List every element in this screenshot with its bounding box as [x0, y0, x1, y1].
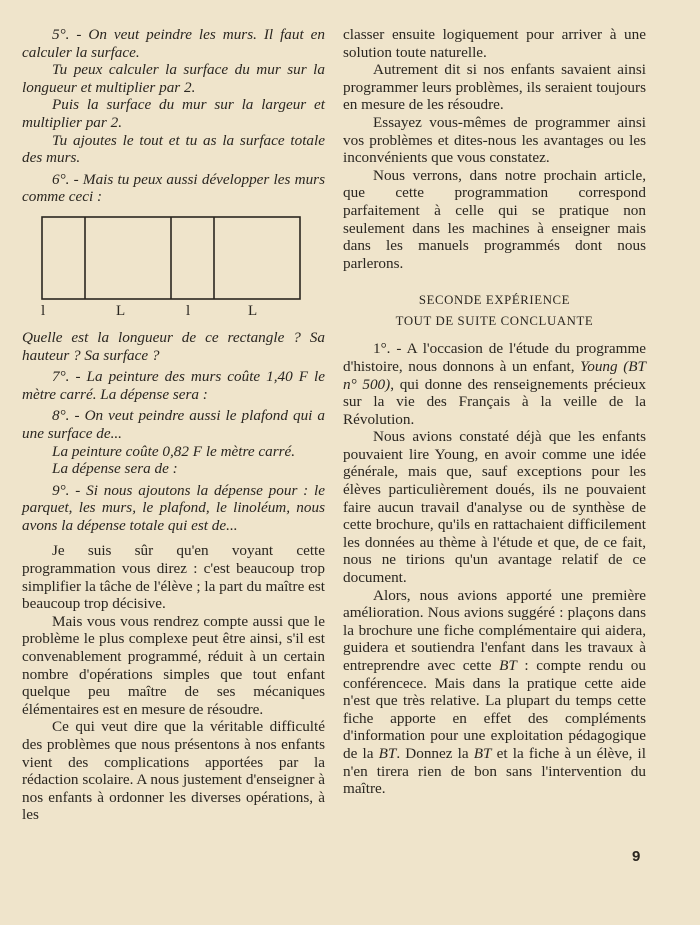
young-reference: Young (BT n° 500) — [343, 357, 646, 393]
label-length-2: L — [248, 302, 258, 319]
section-heading: SECONDE EXPÉRIENCE — [418, 293, 571, 308]
step-8-price: La peinture coûte 0,82 F le mètre carré. — [52, 442, 296, 460]
paragraph-programmation: Je suis sûr qu'en voyant cette programmation vous direz : c'est beaucoup trop simplifier la tâche de l'élève ; la part du maître est beaucoup trop décisive. — [22, 542, 325, 613]
improvement-part-4: et la fiche à un élève, il n'en tirera rien de bon sans l'intervention du maître. — [343, 744, 646, 798]
bt-reference-2: BT — [378, 744, 397, 762]
step-7-text: 7°. - La peinture des murs coûte 1,40 F le mètre carré. La dépense sera : — [22, 368, 325, 403]
diagram-labels — [41, 303, 301, 321]
paragraph-next-article: Nous verrons, dans notre prochain article, que cette programmation correspond parfaitement à celle qui se pratique non seulement dans les machines à enseigner mais dans les manuels programmés dont nous parlerons. — [343, 166, 646, 272]
label-width-1: l — [41, 302, 46, 319]
paragraph-difficulty: Ce qui veut dire que la véritable difficulté des problèmes que nous présentons à nos enfants vient des complications apportées par la rédaction scolaire. A nous justement d'enseigner à nos enfants à ordonner les diverses opérations, à les — [22, 718, 325, 824]
label-width-2: l — [186, 302, 191, 319]
young-intro: 1°. - A l'occasion de l'étude du programme d'histoire, nous donnons à un enfant, — [343, 340, 646, 375]
paragraph-try-yourselves: Essayez vous-mêmes de programmer ainsi vos problèmes et dites-nous les avantages ou les inconvénients que vous constatez. — [343, 113, 646, 167]
paragraph-young — [343, 340, 646, 428]
paragraph-otherwise: Autrement dit si nos enfants savaient ainsi programmer leurs problèmes, ils seraient toujours en mesure de les résoudre. — [343, 61, 646, 114]
paragraph-observation: Nous avions constaté déjà que les enfants pouvaient lire Young, en avoir comme une idée générale, mais que, sauf exceptions pour les élèves particulièrement doués, ils ne pouvaient faire aucun travail d'analyse ou de synthèse de cette brochure, qu'ils en rattachaient difficilement les données au thème à l'étude et que, de ce fait, nous ne tirions qu'un avantage relatif de ce document. — [343, 428, 646, 587]
step-5-text: 5°. - On veut peindre les murs. Il faut en calculer la surface. — [22, 26, 325, 61]
section-subheading: TOUT DE SUITE CONCLUANTE — [395, 314, 594, 329]
step-5-hint-width: Puis la surface du mur sur la largeur et multiplier par 2. — [22, 96, 325, 131]
improvement-part-2: : compte rendu ou conférencece. Mais dans la pratique cette aide n'est que très relative. La plupart du temps cette fiche apporte en effet des compléments d'information pour une exploitation pédagogique de la — [343, 657, 646, 762]
paragraph-improvement — [343, 587, 646, 798]
step-6-text: 6°. - Mais tu peux aussi développer les murs comme ceci : — [22, 170, 325, 206]
step-8-text: 8°. - On veut peindre aussi le plafond qui a une surface de... — [22, 407, 325, 442]
label-length-1: L — [116, 302, 126, 319]
paragraph-continuation: classer ensuite logiquement pour arriver à une solution toute naturelle. — [343, 26, 646, 61]
step-9-text: 9°. - Si nous ajoutons la dépense pour : le parquet, les murs, le plafond, le linoléum, nous avons la dépense totale qui est de... — [22, 481, 325, 534]
step-8-expense: La dépense sera de : — [52, 460, 178, 478]
step-5-hint-total: Tu ajoutes le tout et tu as la surface totale des murs. — [22, 131, 325, 167]
paragraph-complex-problem: Mais vous vous rendrez compte aussi que le problème le plus complexe peut être ainsi, s'il est convenablement programmé, réduit à un certain nombre d'opérations simples que tout enfant quelque peu maître de ses mécaniques élémentaires est en mesure de résoudre. — [22, 612, 325, 718]
left-column — [22, 26, 325, 824]
bt-reference-3: BT — [473, 744, 492, 762]
improvement-part-1: Alors, nous avions apporté une première amélioration. Nous avions suggéré : plaçons dans la brochure une fiche complémentaire qui aidera, guidera et soutiendra l'enfant dans les travaux à entreprendre avec cette — [343, 586, 646, 674]
wall-development-diagram — [41, 216, 301, 321]
step-5-hint-length: Tu peux calculer la surface du mur sur la longueur et multiplier par 2. — [22, 61, 325, 96]
wall-rectangle-figure — [41, 216, 301, 300]
young-rest: , qui donne des renseignements précieux sur la vie des Français à la veille de la Révolution. — [343, 375, 646, 428]
improvement-part-3: . Donnez la — [396, 744, 474, 762]
rectangle-question: Quelle est la longueur de ce rectangle ? Sa hauteur ? Sa surface ? — [22, 328, 325, 364]
bt-reference-1: BT — [499, 657, 517, 674]
page-number: 9 — [632, 848, 641, 865]
right-column — [343, 26, 646, 798]
